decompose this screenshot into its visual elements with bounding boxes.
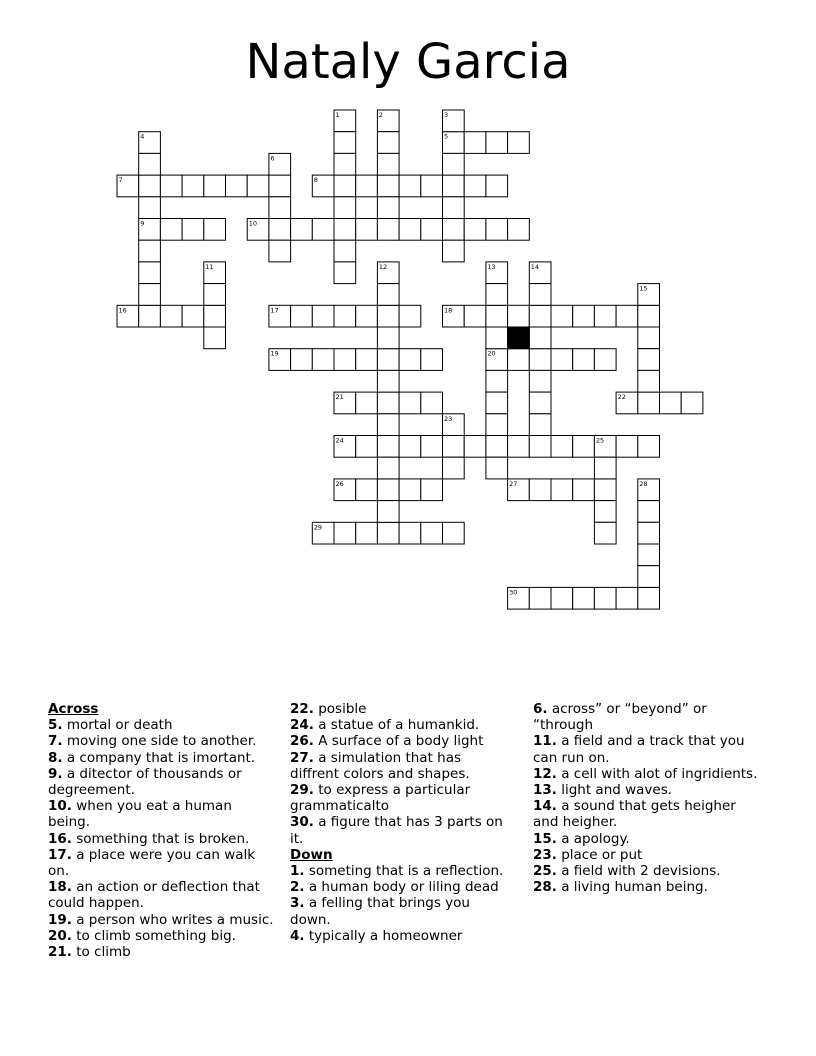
grid-cell[interactable] [594,349,616,371]
grid-cell[interactable] [594,479,616,501]
grid-cell[interactable] [312,305,334,327]
grid-cell[interactable] [616,587,638,609]
grid-cell[interactable] [443,240,465,262]
clue-item [290,701,512,717]
grid-cell[interactable] [312,219,334,241]
grid-cell[interactable] [443,457,465,479]
grid-cell[interactable] [573,305,595,327]
grid-cell[interactable] [291,219,313,241]
grid-cell[interactable] [529,479,551,501]
clue-text: posible [318,701,367,717]
grid-cell[interactable] [139,153,161,175]
cell-number: 17 [270,306,279,315]
clue-item [533,847,761,863]
clue-text: place or put [561,846,643,863]
grid-cell[interactable] [399,305,421,327]
clue-number: 23. [533,846,557,863]
clue-text: moving one side to another. [66,733,257,750]
grid-cell[interactable] [334,240,356,262]
grid-cell[interactable] [334,349,356,371]
grid-cell[interactable] [529,284,551,306]
cell-number: 25 [595,436,605,445]
clue-number: 12. [533,765,557,782]
grid-cell[interactable] [377,327,399,349]
grid-cell[interactable] [486,392,508,414]
grid-cell[interactable] [377,175,399,197]
clue-text: when you eat a human being. [48,798,232,831]
grid-cell[interactable] [356,349,378,371]
cell-number: 1 [335,111,340,119]
grid-cell[interactable] [638,392,660,414]
grid-cell[interactable] [638,305,660,327]
clues-column-2 [290,701,512,944]
clue-text: something that is broken. [76,830,250,847]
cell-number: 15 [639,284,648,293]
grid-cell[interactable] [443,436,465,458]
grid-cell[interactable] [573,349,595,371]
clue-number: 30. [290,814,314,831]
grid-cell[interactable] [464,436,486,458]
cell-number: 16 [118,306,127,315]
clue-item [533,701,761,733]
grid-cell[interactable] [486,175,508,197]
clue-text: a living human being. [561,879,708,896]
grid-cell[interactable] [443,175,465,197]
clue-number: 19. [48,911,72,928]
clue-item [533,863,761,879]
cell-number: 30 [509,588,518,597]
cell-number: 9 [140,219,145,228]
cell-number: 28 [639,479,648,488]
grid-cell[interactable] [616,436,638,458]
grid-cell[interactable] [312,349,334,371]
clue-number: 1. [290,863,305,880]
grid-cell[interactable] [529,370,551,392]
clue-item [48,717,276,733]
grid-cell[interactable] [594,305,616,327]
grid-cell[interactable] [377,522,399,544]
clue-item [48,750,276,766]
clue-item [290,782,512,814]
grid-cell[interactable] [638,327,660,349]
clue-item [290,863,512,879]
clue-text: across” or “beyond” or “through [533,701,707,734]
grid-cell[interactable] [160,219,182,241]
grid-cell[interactable] [421,175,443,197]
across-clue-list-continued [290,701,512,847]
grid-cell[interactable] [356,392,378,414]
cell-number: 18 [444,306,453,315]
clue-item [290,733,512,749]
cell-number: 8 [313,176,318,185]
grid-cell[interactable] [638,587,660,609]
grid-cell[interactable] [486,414,508,436]
clue-item [48,831,276,847]
clue-number: 25. [533,863,557,880]
cell-number: 3 [444,111,449,119]
grid-cell[interactable] [464,305,486,327]
clue-text: a apology. [561,830,630,847]
grid-cell[interactable] [377,132,399,154]
grid-cell[interactable] [638,566,660,588]
grid-cell[interactable] [377,284,399,306]
grid-cell[interactable] [551,305,573,327]
cell-number: 29 [313,523,323,532]
grid-cell[interactable] [594,501,616,523]
clue-text: a person who writes a music. [76,911,274,928]
grid-cell[interactable] [638,544,660,566]
grid-cell[interactable] [486,457,508,479]
clue-number: 3. [290,895,305,912]
grid-cell[interactable] [573,436,595,458]
grid-cell[interactable] [529,436,551,458]
clue-number: 6. [533,701,548,717]
clue-item [533,733,761,765]
grid-cell[interactable] [204,175,226,197]
clue-number: 15. [533,830,557,847]
clue-number: 21. [48,944,72,961]
grid-cell[interactable] [594,522,616,544]
grid-cell[interactable] [616,305,638,327]
clue-number: 9. [48,765,63,782]
clue-item [533,879,761,895]
clue-text: to express a particular grammaticalto [290,782,471,815]
grid-cell[interactable] [464,175,486,197]
clue-text: to climb [76,944,131,961]
clue-number: 26. [290,733,314,750]
grid-cell[interactable] [399,436,421,458]
clue-number: 7. [48,733,63,750]
cell-number: 6 [270,154,275,163]
grid-cell[interactable] [334,197,356,219]
cell-number: 7 [118,176,123,185]
grid-cell[interactable] [508,436,530,458]
cell-number: 5 [444,132,449,141]
clue-number: 20. [48,927,72,944]
cell-number: 22 [617,393,626,402]
clue-item [290,750,512,782]
grid-cell[interactable] [334,305,356,327]
cell-number: 14 [530,262,540,271]
clue-number: 11. [533,733,557,750]
clue-item [48,944,276,960]
grid-cell[interactable] [139,197,161,219]
clue-text: typically a homeowner [308,927,463,944]
grid-cell[interactable] [551,349,573,371]
clue-item [48,733,276,749]
grid-cell[interactable] [529,587,551,609]
black-cell [508,327,530,349]
clue-number: 10. [48,798,72,815]
grid-cell[interactable] [356,175,378,197]
grid-cell[interactable] [377,414,399,436]
grid-cell[interactable] [638,436,660,458]
grid-cell[interactable] [356,305,378,327]
grid-cell[interactable] [377,349,399,371]
grid-cell[interactable] [486,132,508,154]
clue-number: 18. [48,879,72,896]
grid-cell[interactable] [399,522,421,544]
grid-cell[interactable] [334,153,356,175]
grid-cell[interactable] [486,284,508,306]
clue-text: light and waves. [561,782,673,799]
clue-text: mortal or death [66,717,173,734]
grid-cell[interactable] [508,305,530,327]
grid-cell[interactable] [334,219,356,241]
clue-number: 14. [533,798,557,815]
grid-cell[interactable] [204,305,226,327]
grid-cell[interactable] [377,457,399,479]
grid-cell[interactable] [486,327,508,349]
grid-cell[interactable] [377,392,399,414]
grid-cell[interactable] [204,219,226,241]
grid-cell[interactable] [529,327,551,349]
clue-number: 17. [48,846,72,863]
clue-text: a simulation that has diffrent colors and shapes. [290,749,470,782]
grid-cell[interactable] [508,349,530,371]
clue-text: a felling that brings you down. [290,895,470,928]
grid-cell[interactable] [486,305,508,327]
clue-item [48,928,276,944]
grid-cell[interactable] [421,479,443,501]
clue-text: a company that is imortant. [66,749,256,766]
clue-number: 16. [48,830,72,847]
clue-text: an action or deflection that could happen. [48,879,260,912]
grid-cell[interactable] [356,436,378,458]
grid-cell[interactable] [421,522,443,544]
grid-cell[interactable] [421,219,443,241]
grid-cell[interactable] [356,479,378,501]
grid-cell[interactable] [399,219,421,241]
grid-cell[interactable] [247,175,269,197]
clue-text: a statue of a humankid. [318,717,480,734]
grid-cell[interactable] [182,175,204,197]
cell-number: 10 [248,219,257,228]
grid-cell[interactable] [638,522,660,544]
grid-cell[interactable] [443,219,465,241]
clue-text: a human body or liling dead [308,879,499,896]
clue-item [533,798,761,830]
down-header: Down [290,846,333,863]
cell-number: 21 [335,393,344,402]
grid-cell[interactable] [269,219,291,241]
grid-cell[interactable] [486,436,508,458]
clue-item [48,879,276,911]
grid-cell[interactable] [377,501,399,523]
grid-cell[interactable] [551,587,573,609]
grid-cell[interactable] [269,175,291,197]
grid-cell[interactable] [551,479,573,501]
grid-cell[interactable] [226,175,248,197]
clue-text: a figure that has 3 parts on it. [290,814,503,847]
clues-column-3 [533,701,761,895]
clue-number: 8. [48,749,63,766]
clue-item [290,928,512,944]
clues-column-1 [48,701,276,960]
grid-cell[interactable] [356,522,378,544]
cell-number: 19 [270,349,279,358]
grid-cell[interactable] [594,457,616,479]
grid-cell[interactable] [508,219,530,241]
grid-cell[interactable] [377,370,399,392]
grid-cell[interactable] [573,479,595,501]
grid-cell[interactable] [529,392,551,414]
grid-cell[interactable] [334,132,356,154]
grid-cell[interactable] [139,284,161,306]
grid-cell[interactable] [399,349,421,371]
clue-item [290,895,512,927]
puzzle-title: Nataly Garcia [245,34,571,90]
grid-cell[interactable] [443,153,465,175]
cell-number: 23 [444,414,453,423]
grid-cell[interactable] [291,305,313,327]
clue-number: 24. [290,717,314,734]
cell-number: 26 [335,479,344,488]
grid-cell[interactable] [139,175,161,197]
clue-number: 28. [533,879,557,896]
grid-cell[interactable] [399,479,421,501]
clue-text: a field and a track that you can run on. [533,733,745,766]
clue-number: 22. [290,701,314,717]
grid-cell[interactable] [508,132,530,154]
grid-cell[interactable] [421,349,443,371]
clue-text: a field with 2 devisions. [561,863,721,880]
grid-cell[interactable] [421,392,443,414]
grid-cell[interactable] [269,240,291,262]
grid-cell[interactable] [160,305,182,327]
clue-text: A surface of a body light [318,733,484,750]
clue-number: 4. [290,927,305,944]
grid-cell[interactable] [486,370,508,392]
grid-cell[interactable] [638,370,660,392]
cell-number: 27 [509,479,518,488]
grid-cell[interactable] [377,153,399,175]
grid-cell[interactable] [486,219,508,241]
grid-cell[interactable] [443,197,465,219]
across-clue-list [48,717,276,960]
grid-cell[interactable] [399,175,421,197]
clue-number: 29. [290,782,314,799]
clue-item [290,717,512,733]
grid-cell[interactable] [529,414,551,436]
grid-cell[interactable] [356,219,378,241]
clue-item [48,766,276,798]
clue-item [533,766,761,782]
grid-cell[interactable] [139,240,161,262]
clue-item [48,847,276,879]
across-header: Across [48,701,99,717]
grid-cell[interactable] [182,219,204,241]
cell-number: 24 [335,436,344,445]
clue-text: a sound that gets heigher and heigher. [533,798,736,831]
grid-cell[interactable] [660,392,682,414]
grid-cell[interactable] [464,132,486,154]
grid-cell[interactable] [594,587,616,609]
clue-item [48,798,276,830]
grid-cell[interactable] [334,175,356,197]
clue-text: a place were you can walk on. [48,846,256,880]
down-clue-list [290,863,512,944]
grid-cell[interactable] [182,305,204,327]
grid-cell[interactable] [529,305,551,327]
grid-cell[interactable] [638,501,660,523]
grid-cell[interactable] [377,479,399,501]
grid-cell[interactable] [139,305,161,327]
clue-text: someting that is a reflection. [308,863,504,880]
clue-number: 27. [290,749,314,766]
clue-item [48,912,276,928]
grid-cell[interactable] [377,305,399,327]
grid-cell[interactable] [334,262,356,284]
grid-cell[interactable] [551,436,573,458]
grid-cell[interactable] [443,522,465,544]
cell-number: 4 [140,132,145,141]
clue-text: to climb something big. [76,927,236,944]
grid-cell[interactable] [377,197,399,219]
grid-cell[interactable] [377,436,399,458]
clue-number: 5. [48,717,63,734]
cell-number: 12 [378,262,388,271]
grid-cell[interactable] [204,284,226,306]
grid-cell[interactable] [377,219,399,241]
cell-number: 11 [205,262,214,271]
clue-number: 2. [290,879,305,896]
grid-cell[interactable] [421,436,443,458]
grid-cell[interactable] [204,327,226,349]
grid-cell[interactable] [269,197,291,219]
cell-number: 20 [487,349,496,358]
clue-item [533,831,761,847]
clue-item [533,782,761,798]
clue-text: a cell with alot of ingridients. [561,765,758,782]
down-clue-list-continued [533,701,761,895]
grid-cell[interactable] [464,219,486,241]
grid-cell[interactable] [139,262,161,284]
clue-item [290,879,512,895]
clue-number: 13. [533,782,557,799]
grid-cell[interactable] [529,349,551,371]
grid-cell[interactable] [160,175,182,197]
cell-number: 13 [487,262,496,271]
grid-cell[interactable] [399,392,421,414]
grid-cell[interactable] [681,392,703,414]
grid-cell[interactable] [573,587,595,609]
grid-cell[interactable] [638,349,660,371]
cell-number: 2 [378,111,384,119]
clue-text: a ditector of thousands or degreement. [48,765,242,799]
grid-cell[interactable] [334,522,356,544]
clue-item [290,814,512,846]
grid-cell[interactable] [291,349,313,371]
